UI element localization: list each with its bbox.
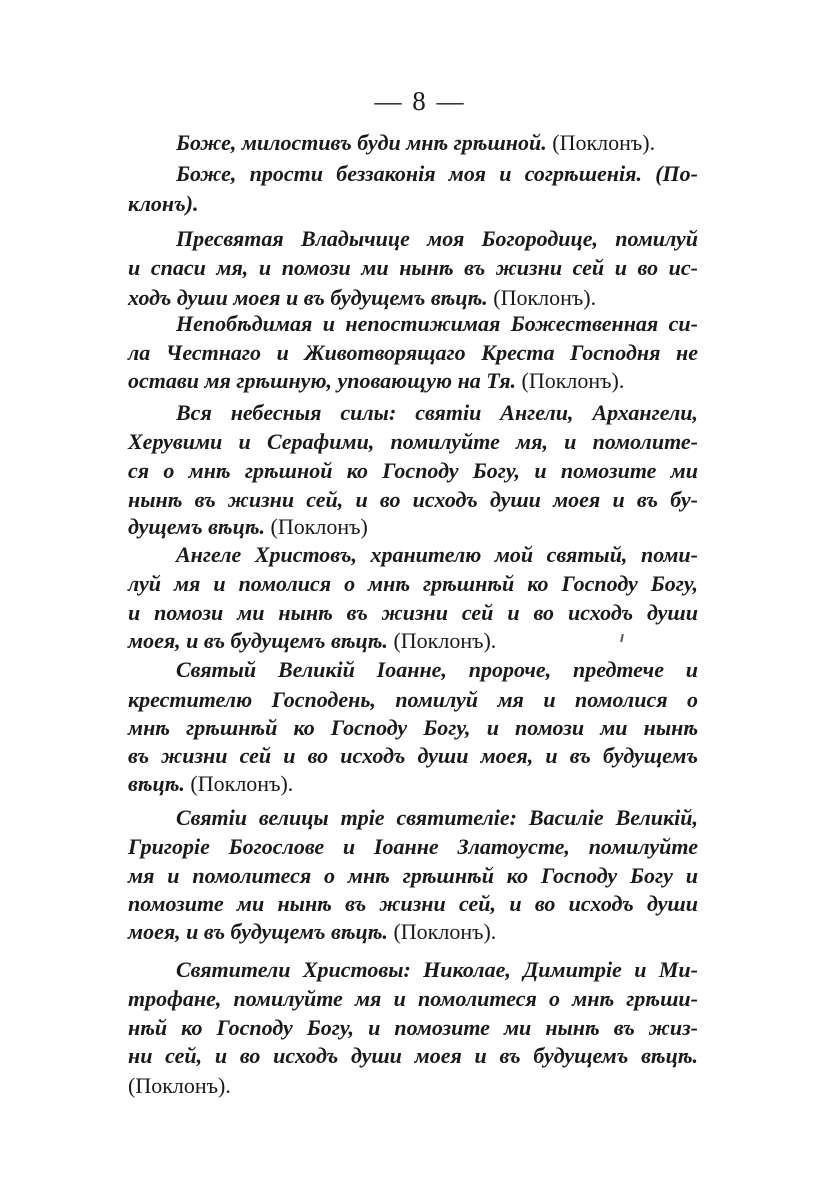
text-line: [128, 1071, 698, 1101]
bow-note: (Поклонъ).: [393, 919, 497, 944]
text-line: ся о мнѣ грѣшной ко Господу Богу, и помозите ми: [128, 458, 698, 483]
bow-note: (Поклонъ).: [552, 130, 656, 155]
text-line: остави мя грѣшную, уповающую на Тя. (Поклонъ).: [128, 368, 625, 393]
text-line: Святіи велицы тріе святителіе: Василіе Великій,: [176, 805, 698, 830]
bow-note: (Поклонъ).: [393, 628, 497, 653]
text-line: и помози ми нынѣ въ жизни сей и во исходъ души: [128, 600, 698, 625]
text-line: Херувими и Серафими, помилуйте мя, и помолите-: [128, 429, 698, 454]
text-line: Святители Христовы: Николае, Димитріе и Ми-: [176, 957, 698, 982]
text-line: мнѣ грѣшнѣй ко Господу Богу, и помози ми нынѣ: [128, 715, 698, 740]
text-line: дущемъ вѣцѣ. (Поклонъ): [128, 514, 368, 539]
text-line: Непобѣдимая и непостижимая Божественная си-: [176, 311, 698, 336]
text-line: Пресвятая Владычице моя Богородице, помилуй: [176, 226, 698, 251]
text-line: трофане, помилуйте мя и помолитеся о мнѣ грѣши-: [128, 986, 698, 1011]
text-line: Вся небесныя силы: святіи Ангели, Архангели,: [176, 400, 698, 425]
bow-note: (Поклонъ).: [493, 285, 597, 310]
text-line: вѣцѣ. (Поклонъ).: [128, 771, 294, 796]
bow-note: (Поклонъ).: [128, 1073, 231, 1098]
text-line: Григоріе Богослове и Іоанне Златоусте, помилуйте: [128, 834, 698, 859]
text-line: Святый Великій Іоанне, пророче, предтече и: [176, 657, 698, 682]
text-line: мя и помолитеся о мнѣ грѣшнѣй ко Господу Богу и: [128, 863, 698, 888]
bow-note: (Поклонъ).: [190, 771, 294, 796]
text-line: ла Честнаго и Животворящаго Креста Господня не: [128, 340, 698, 365]
page-number: — 8 —: [374, 86, 466, 116]
text-line: нѣй ко Господу Богу, и помозите ми нынѣ въ жиз-: [128, 1015, 698, 1040]
text-line: нынѣ въ жизни сей, и во исходъ души моея и въ бу-: [128, 487, 698, 512]
text-line: клонъ).: [128, 191, 199, 216]
text-line: крестителю Господень, помилуй мя и помолися о: [128, 687, 698, 712]
text-line: и спаси мя, и помози ми нынѣ въ жизни сей и во ис-: [128, 255, 698, 280]
text-line: Боже, милостивъ буди мнѣ грѣшной. (Поклонъ).: [176, 130, 656, 155]
bow-note: (Поклонъ): [270, 514, 368, 539]
text-line: ходъ души моея и въ будущемъ вѣцѣ. (Поклонъ).: [128, 285, 597, 310]
text-line: луй мя и помолися о мнѣ грѣшнѣй ко Господу Богу,: [128, 571, 698, 596]
text-line: помозите ми нынѣ въ жизни сей, и во исходъ души: [128, 891, 698, 916]
bow-note: (Поклонъ).: [521, 368, 625, 393]
text-line: въ жизни сей и во исходъ души моея, и въ будущемъ: [128, 743, 698, 768]
text-line: моея, и въ будущемъ вѣцѣ. (Поклонъ).: [128, 628, 497, 653]
text-line: Ангеле Христовъ, хранителю мой святый, поми-: [176, 542, 698, 567]
text-line: ни сей, и во исходъ души моея и въ будущемъ вѣцѣ.: [128, 1043, 698, 1068]
text-line: моея, и въ будущемъ вѣцѣ. (Поклонъ).: [128, 919, 497, 944]
text-line: Боже, прости беззаконія моя и согрѣшенія. (По-: [176, 161, 698, 186]
